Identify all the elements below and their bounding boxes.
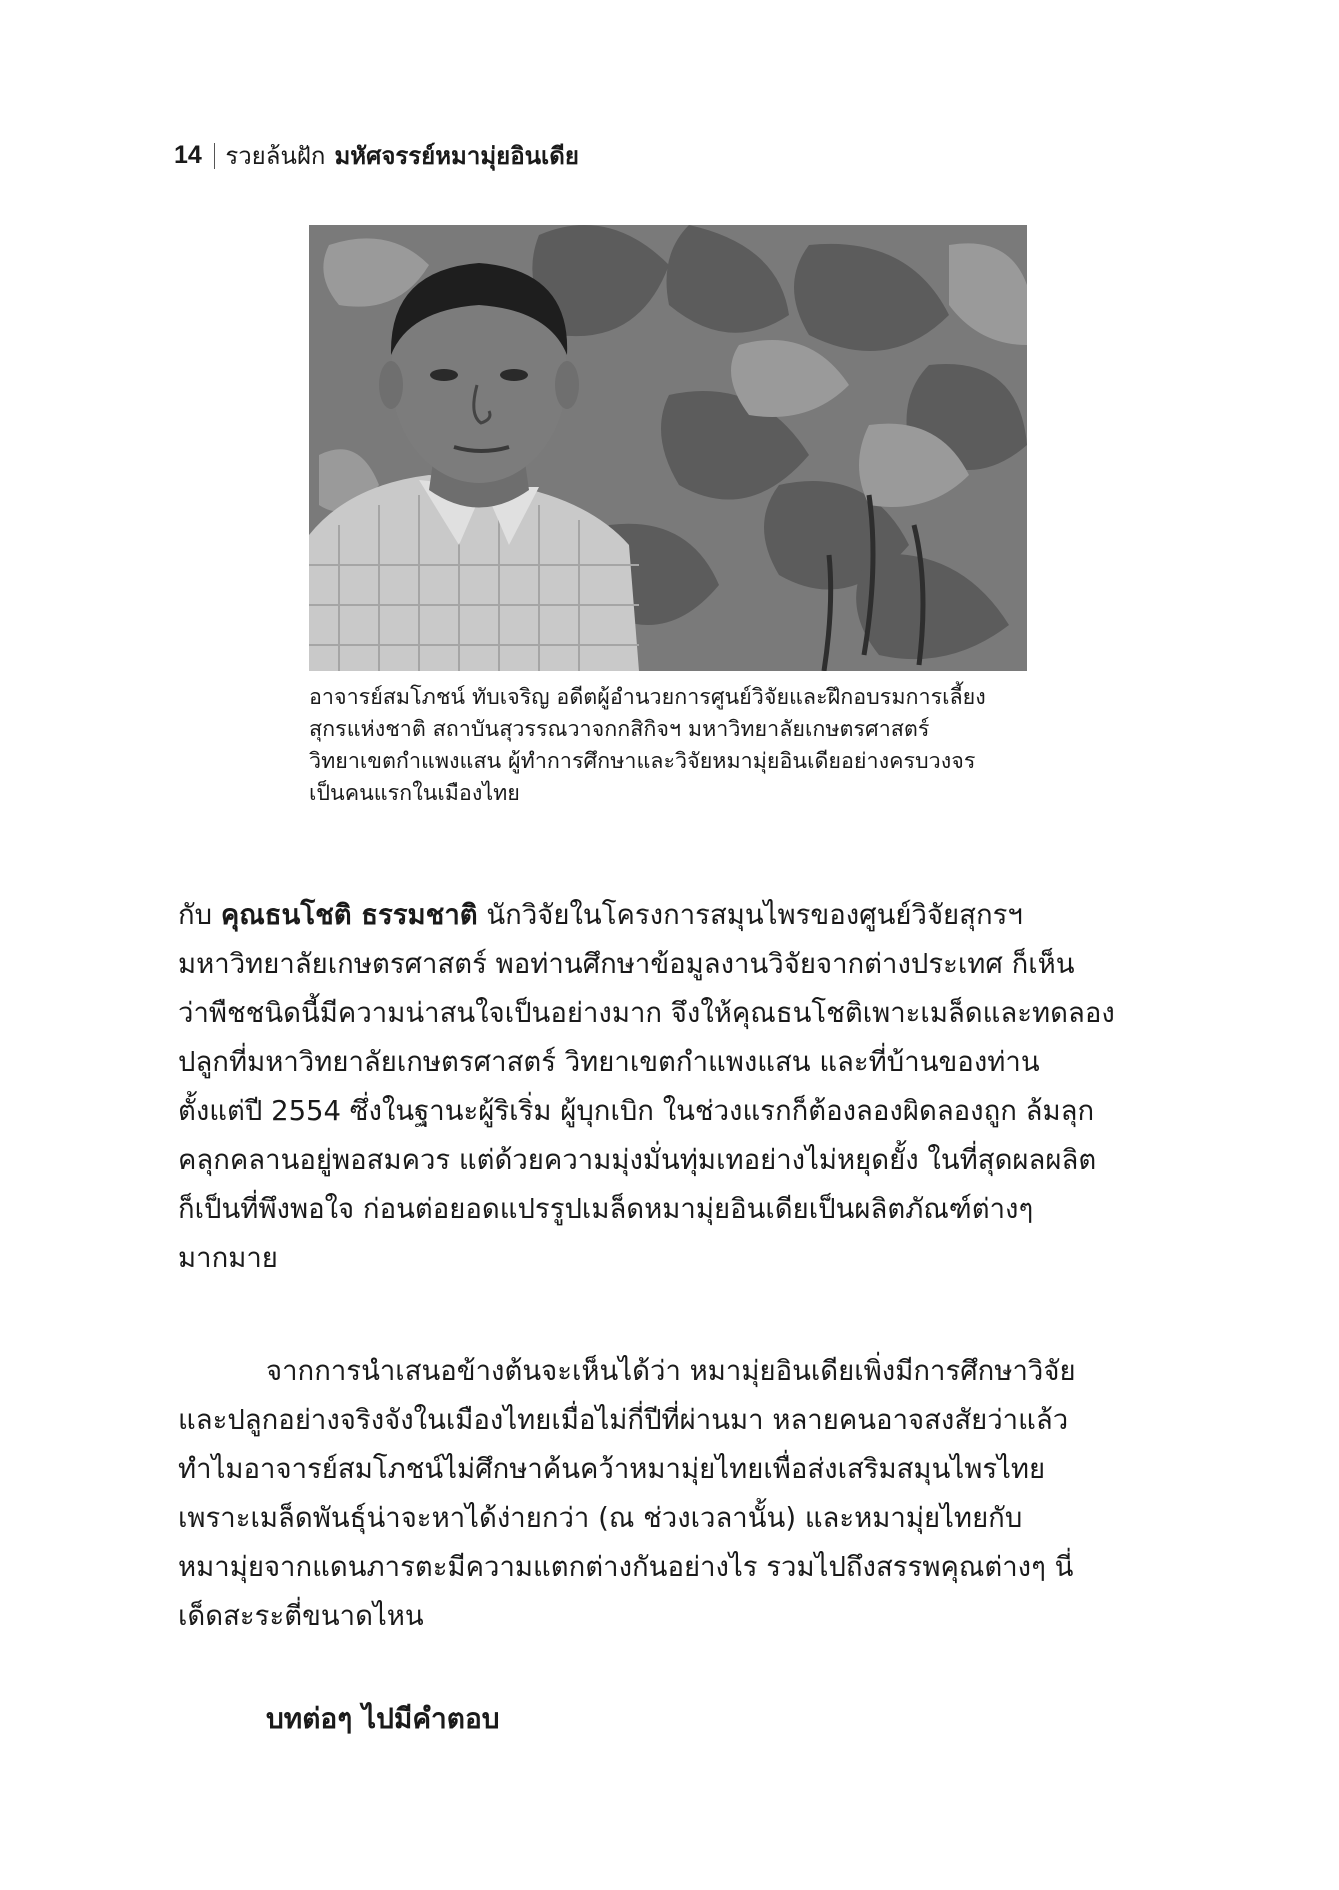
paragraph-line: มหาวิทยาลัยเกษตรศาสตร์ พอท่านศึกษาข้อมูลงานวิจัยจากต่างประเทศ ก็เห็น	[178, 948, 1075, 980]
paragraph-line-suffix: นักวิจัยในโครงการสมุนไพรของศูนย์วิจัยสุกรฯ	[477, 899, 1023, 931]
portrait-photo-icon	[309, 225, 1027, 671]
paragraph-line: หมามุ่ยจากแดนภารตะมีความแตกต่างกันอย่างไร รวมไปถึงสรรพคุณต่างๆ นี่	[178, 1551, 1074, 1583]
paragraph-line: เพราะเมล็ดพันธุ์น่าจะหาได้ง่ายกว่า (ณ ช่วงเวลานั้น) และหมามุ่ยไทยกับ	[178, 1502, 1023, 1534]
paragraph-line: เด็ดสะระตี่ขนาดไหน	[178, 1600, 424, 1632]
book-series-name: รวยล้นฝัก	[225, 142, 326, 170]
paragraph-line: มากมาย	[178, 1242, 278, 1274]
paragraph-line: ว่าพืชชนิดนี้มีความน่าสนใจเป็นอย่างมาก จึงให้คุณธนโชติเพาะเมล็ดและทดลอง	[178, 997, 1115, 1029]
closing-line: บทต่อๆ ไปมีคำตอบ	[266, 1702, 500, 1735]
book-title: มหัศจรรย์หมามุ่ยอินเดีย	[334, 142, 579, 170]
paragraph-line: คลุกคลานอยู่พอสมควร แต่ด้วยความมุ่งมั่นทุ่มเทอย่างไม่หยุดยั้ง ในที่สุดผลผลิต	[178, 1144, 1097, 1176]
page-number: 14	[174, 141, 202, 169]
body-paragraph-2	[178, 1347, 1158, 1641]
caption-line: สุกรแห่งชาติ สถาบันสุวรรณวาจกกสิกิจฯ มหาวิทยาลัยเกษตรศาสตร์	[309, 717, 930, 742]
paragraph-line: จากการนำเสนอข้างต้นจะเห็นได้ว่า หมามุ่ยอินเดียเพิ่งมีการศึกษาวิจัย	[266, 1355, 1076, 1387]
portrait-photo	[309, 225, 1027, 671]
photo-caption	[309, 682, 1039, 810]
researcher-name: คุณธนโชติ ธรรมชาติ	[220, 899, 478, 931]
caption-line: เป็นคนแรกในเมืองไทย	[309, 781, 520, 806]
paragraph-line-prefix: กับ	[178, 899, 221, 931]
paragraph-line: ตั้งแต่ปี 2554 ซึ่งในฐานะผู้ริเริ่ม ผู้บุกเบิก ในช่วงแรกก็ต้องลองผิดลองถูก ล้มลุก	[178, 1095, 1095, 1127]
caption-line: วิทยาเขตกำแพงแสน ผู้ทำการศึกษาและวิจัยหมามุ่ยอินเดียอย่างครบวงจร	[309, 749, 976, 774]
paragraph-line: ทำไมอาจารย์สมโภชน์ไม่ศึกษาค้นคว้าหมามุ่ยไทยเพื่อส่งเสริมสมุนไพรไทย	[178, 1453, 1046, 1485]
paragraph-line: และปลูกอย่างจริงจังในเมืองไทยเมื่อไม่กี่ปีที่ผ่านมา หลายคนอาจสงสัยว่าแล้ว	[178, 1404, 1069, 1436]
running-header	[174, 136, 579, 175]
header-divider	[214, 143, 216, 169]
caption-line: อาจารย์สมโภชน์ ทับเจริญ อดีตผู้อำนวยการศูนย์วิจัยและฝึกอบรมการเลี้ยง	[309, 685, 986, 710]
paragraph-line	[178, 891, 1158, 940]
paragraph-line: ปลูกที่มหาวิทยาลัยเกษตรศาสตร์ วิทยาเขตกำแพงแสน และที่บ้านของท่าน	[178, 1046, 1040, 1078]
paragraph-line: ก็เป็นที่พึงพอใจ ก่อนต่อยอดแปรรูปเมล็ดหมามุ่ยอินเดียเป็นผลิตภัณฑ์ต่างๆ	[178, 1193, 1034, 1225]
body-paragraph-1	[178, 891, 1158, 1283]
